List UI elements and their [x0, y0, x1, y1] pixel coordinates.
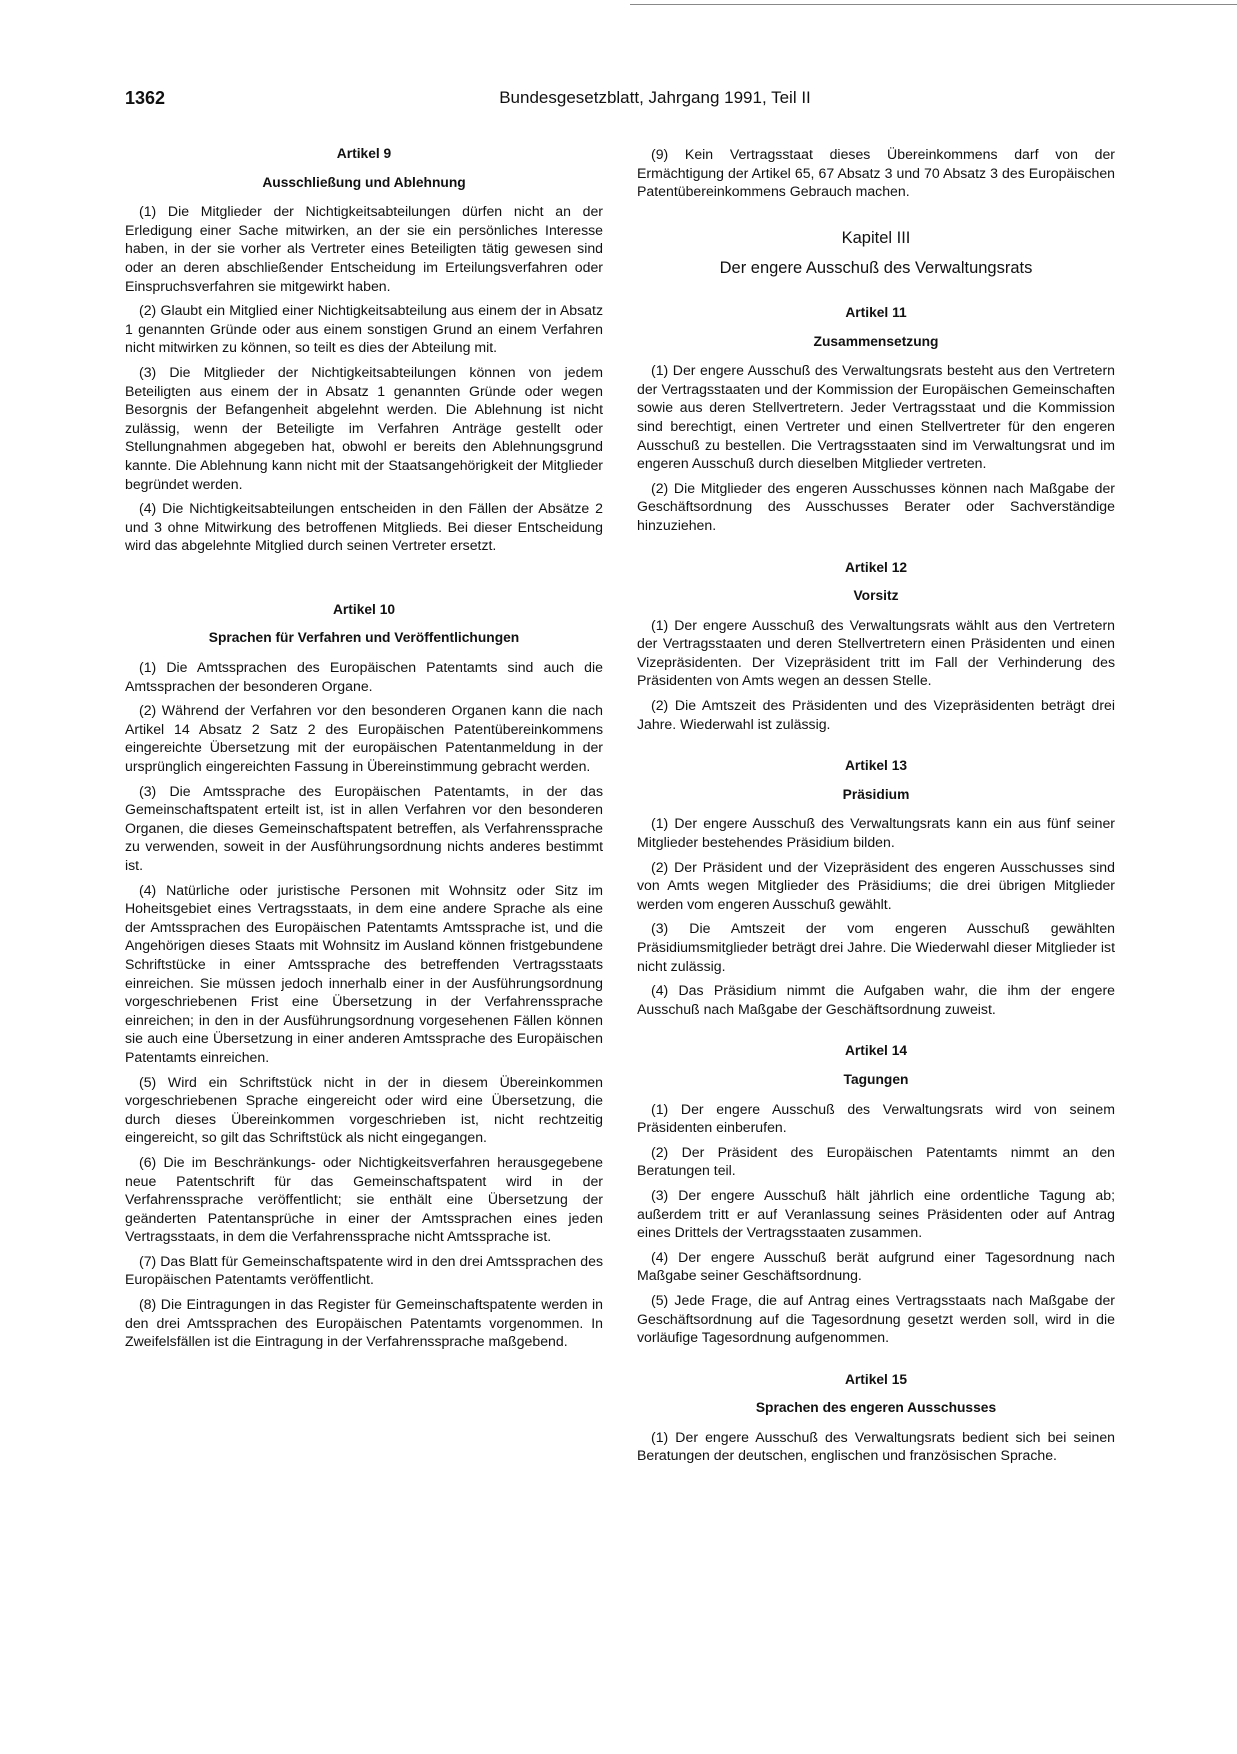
article-12: [637, 559, 1115, 734]
spacer: [637, 207, 1115, 229]
paragraph: (3) Die Amtszeit der vom engeren Ausschuß gewählten Präsidiumsmitglieder beträgt drei Jahre. Die Wiederwahl dieser Mitglieder ist nicht zulässig.: [637, 920, 1115, 974]
article-heading: Sprachen für Verfahren und Veröffentlichungen: [208, 630, 520, 646]
article-number: Artikel 12: [844, 559, 908, 575]
paragraph: (2) Der Präsident des Europäischen Patentamts nimmt an den Beratungen teil.: [637, 1143, 1115, 1179]
paragraph: (1) Der engere Ausschuß des Verwaltungsrats kann ein aus fünf seiner Mitglieder bestehendes Präsidium bilden.: [637, 815, 1115, 851]
running-title: Bundesgesetzblatt, Jahrgang 1991, Teil II: [499, 88, 811, 107]
paragraph: (2) Die Mitglieder des engeren Ausschusses können nach Maßgabe der Geschäftsordnung des Ausschusses Berater oder Sachverständige hinzuziehen.: [637, 479, 1115, 533]
right-column: [637, 145, 1115, 1471]
article-heading: Tagungen: [843, 1071, 909, 1087]
paragraph: (2) Der Präsident und der Vizepräsident des engeren Ausschusses sind von Amts wegen Mitglieder des Präsidiums; die drei übrigen Mitglieder werden vom engeren Ausschuß gewählt.: [637, 858, 1115, 912]
article-14: [637, 1042, 1115, 1346]
spacer: [125, 561, 603, 601]
article-number: Artikel 13: [844, 758, 908, 774]
article-9: [125, 145, 603, 555]
paragraph: (4) Natürliche oder juristische Personen mit Wohnsitz oder Sitz im Hoheitsgebiet eines Vertragsstaats, in dem eine andere Sprache als eine der Amtssprachen des Europäischen Patentamts Amtssprache ist, und die Angehörigen dieses Staats mit Wohnsitz im Ausland können fristgebundene Schriftstücke in einer Amtssprache des betreffenden Vertragsstaats einreichen. Sie müssen jedoch innerhalb einer in der Ausführungsordnung vorgeschriebenen Frist eine Übersetzung in der Verfahrenssprache einreichen; in den in der Ausführungsordnung vorgesehenen Fällen können sie auch eine Übersetzung in einer anderen Amtssprache des Europäischen Patentamts einreichen.: [125, 881, 603, 1065]
paragraph: (5) Jede Frage, die auf Antrag eines Vertragsstaats nach Maßgabe der Geschäftsordnung auf die Tagesordnung gesetzt werden soll, wird in die vorläufige Tagesordnung aufgenommen.: [637, 1291, 1115, 1346]
paragraph: (3) Die Amtssprache des Europäischen Patentamts, in der das Gemeinschaftspatent erteilt ist, ist in allen Verfahren vor den besonderen Organen, die dieses Gemeinschaftspatent betreffen, als Verfahrenssprache zu verwenden, soweit in der Ausführungsordnung nichts anderes bestimmt ist.: [125, 782, 603, 873]
top-rule: [630, 4, 1237, 5]
paragraph: (1) Der engere Ausschuß des Verwaltungsrats wird von seinem Präsidenten einberufen.: [637, 1100, 1115, 1136]
paragraph: (8) Die Eintragungen in das Register für Gemeinschaftspatente werden in den drei Amtssprachen des Europäischen Patentamts vorgenommen. In Zweifelsfällen ist die Eintragung in der Verfahrenssprache maßgebend.: [125, 1296, 603, 1350]
paragraph: (9) Kein Vertragsstaat dieses Übereinkommens darf von der Ermächtigung der Artikel 65, 67 Absatz 3 und 70 Absatz 3 des Europäischen Patentübereinkommens Gebrauch machen.: [637, 146, 1115, 200]
article-heading: Zusammensetzung: [813, 333, 939, 349]
paragraph: (6) Die im Beschränkungs- oder Nichtigkeitsverfahren herausgegebene neue Patentschrift für das Gemeinschaftspatent wird in der Verfahrenssprache veröffentlicht; sie enthält eine Übersetzung der geänderten Patentansprüche in einer der Amtssprachen eines jeden Vertragsstaats, in dem die Verfahrenssprache nicht Amtssprache ist.: [125, 1153, 603, 1245]
page-number: 1362: [125, 88, 166, 108]
paragraph: (3) Die Mitglieder der Nichtigkeitsabteilungen können von jedem Beteiligten aus einem der in Absatz 1 genannten Gründe oder wegen Besorgnis der Befangenheit abgelehnt werden. Die Ablehnung ist nicht zulässig, wenn der Beteiligte im Verfahren Anträge gestellt oder Stellungnahmen abgegeben hat, obwohl er bereits den Ablehnungsgrund kannte. Die Ablehnung kann nicht mit der Staatsangehörigkeit der Mitglieder begründet werden.: [125, 363, 603, 492]
article-15: [637, 1371, 1115, 1465]
chapter-title: Der engere Ausschuß des Verwaltungsrats: [719, 259, 1033, 278]
article-heading: Sprachen des engeren Ausschusses: [755, 1400, 997, 1416]
article-heading: Vorsitz: [853, 588, 899, 604]
page-header: [125, 88, 1115, 114]
paragraph: (3) Der engere Ausschuß hält jährlich eine ordentliche Tagung ab; außerdem tritt er auf Veranlassung seines Präsidenten oder auf Antrag eines Drittels der Vertragsstaaten zusammen.: [637, 1186, 1115, 1241]
article-number: Artikel 14: [844, 1043, 908, 1059]
article-heading: Präsidium: [842, 786, 910, 802]
paragraph: (1) Der engere Ausschuß des Verwaltungsrats bedient sich bei seinen Beratungen der deutschen, englischen und französischen Sprache.: [637, 1428, 1115, 1464]
chapter-number: Kapitel III: [841, 228, 911, 247]
paragraph: (4) Das Präsidium nimmt die Aufgaben wahr, die ihm der engere Ausschuß nach Maßgabe der Geschäftsordnung zuweist.: [637, 982, 1115, 1017]
paragraph: (1) Die Amtssprachen des Europäischen Patentamts sind auch die Amtssprachen der besonderen Organe.: [125, 659, 603, 694]
paragraph: (2) Die Amtszeit des Präsidenten und des Vizepräsidenten beträgt drei Jahre. Wiederwahl ist zulässig.: [637, 697, 1115, 732]
article-number: Artikel 11: [845, 304, 907, 320]
article-10-continued: [637, 145, 1115, 201]
article-number: Artikel 15: [844, 1371, 908, 1387]
paragraph: (7) Das Blatt für Gemeinschaftspatente wird in den drei Amtssprachen des Europäischen Patentamts veröffentlicht.: [125, 1252, 603, 1288]
paragraph: (1) Der engere Ausschuß des Verwaltungsrats besteht aus den Vertretern der Vertragsstaaten und der Kommission der Europäischen Gemeinschaften sowie aus deren Stellvertretern. Jeder Vertragsstaat und die Kommission sind berechtigt, einen Vertreter und einen Stellvertreter für den engeren Ausschuß zu bestellen. Die Vertragsstaaten sind im Verwaltungsrat und im engeren Ausschuß durch dieselben Mitglieder vertreten.: [637, 362, 1115, 472]
paragraph: (2) Während der Verfahren vor den besonderen Organen kann die nach Artikel 14 Absatz 2 Satz 2 des Europäischen Patentübereinkommens eingereichte Übersetzung mit der europäischen Patentanmeldung in der ursprünglich eingereichten Fassung in Übereinstimmung gebracht werden.: [125, 702, 603, 775]
spacer: [637, 541, 1115, 559]
paragraph: (1) Die Mitglieder der Nichtigkeitsabteilungen dürfen nicht an der Erledigung einer Sache mitwirken, an der sie ein persönliches Interesse haben, in der sie vorher als Vertreter eines Beteiligten tätig gewesen sind oder an deren abschließender Entscheidung im Erteilungsverfahren oder Einspruchsverfahren sie mitgewirkt haben.: [125, 203, 603, 294]
paragraph: (4) Der engere Ausschuß berät aufgrund einer Tagesordnung nach Maßgabe seiner Geschäftsordnung.: [637, 1248, 1115, 1284]
spacer: [637, 1353, 1115, 1371]
article-13: [637, 757, 1115, 1018]
paragraph: (4) Die Nichtigkeitsabteilungen entscheiden in den Fällen der Absätze 2 und 3 ohne Mitwirkung des betroffenen Mitglieds. Bei dieser Entscheidung wird das abgelehnte Mitglied durch seinen Vertreter ersetzt.: [125, 500, 603, 554]
article-heading: Ausschließung und Ablehnung: [262, 174, 466, 190]
left-column: [125, 145, 603, 1357]
paragraph: (2) Glaubt ein Mitglied einer Nichtigkeitsabteilung aus einem der in Absatz 1 genannten Gründe oder aus einem sonstigen Grund an einem Verfahren nicht mitwirken zu können, so teilt es dies der Abteilung mit.: [125, 302, 603, 356]
article-number: Artikel 9: [336, 146, 392, 161]
spacer: [637, 1024, 1115, 1042]
spacer: [637, 739, 1115, 757]
article-11: [637, 304, 1115, 535]
article-10: [125, 601, 603, 1351]
paragraph: (1) Der engere Ausschuß des Verwaltungsrats wählt aus den Vertretern der Vertragsstaaten und deren Stellvertretern einen Präsidenten und einen Vizepräsidenten. Der Vizepräsident tritt im Fall der Verhinderung des Präsidenten von Amts wegen an dessen Stelle.: [637, 616, 1115, 689]
paragraph: (5) Wird ein Schriftstück nicht in der in diesem Übereinkommen vorgeschriebenen Sprache eingereicht oder wird eine Übersetzung, die durch dieses Übereinkommen vorgeschrieben ist, nicht rechtzeitig eingereicht, so gilt das Schriftstück als nicht eingegangen.: [125, 1073, 603, 1146]
article-number: Artikel 10: [332, 601, 396, 617]
